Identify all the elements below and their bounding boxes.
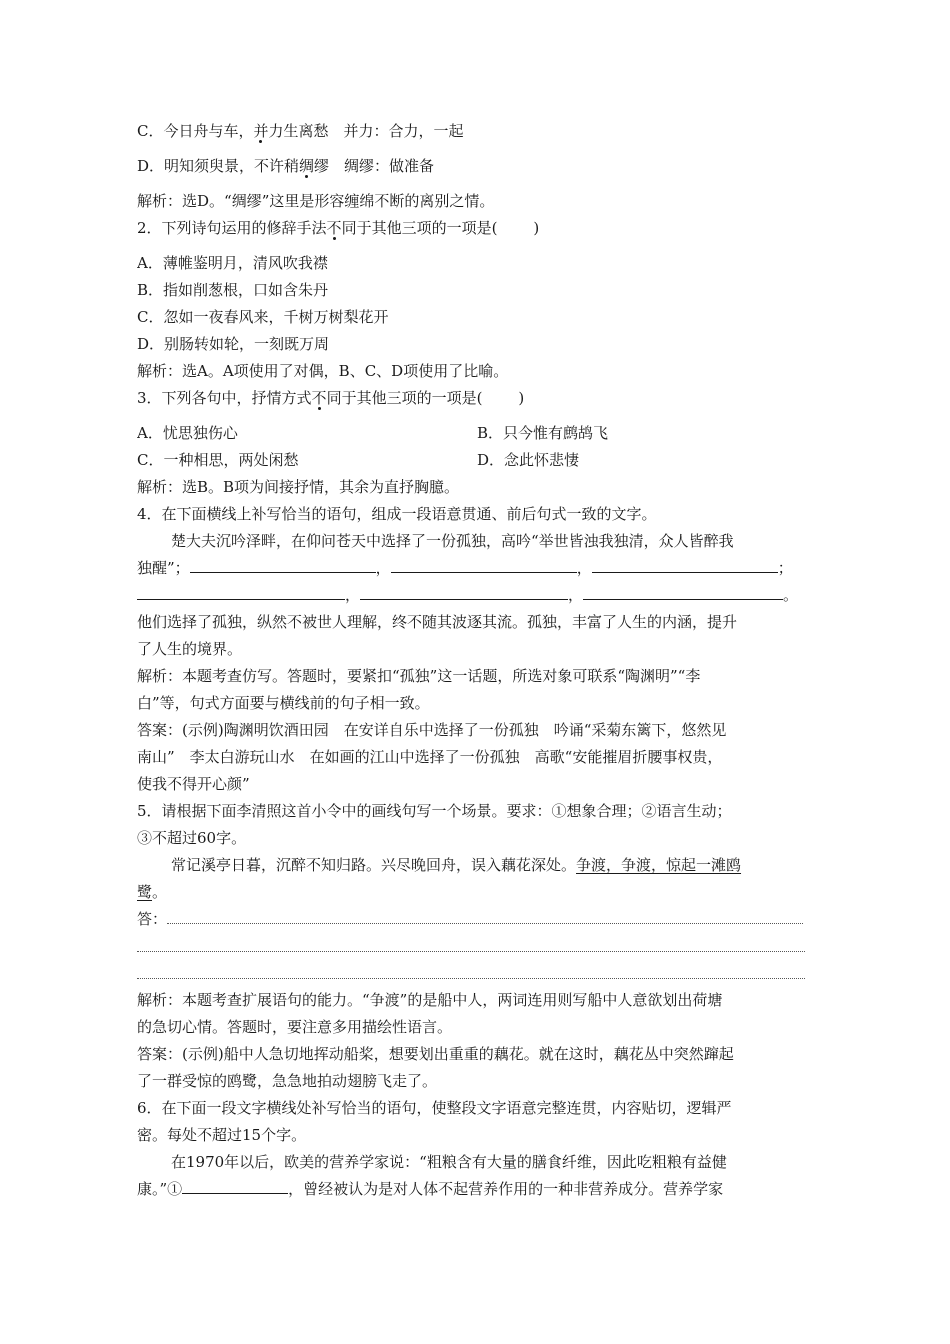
fill-blank[interactable]: [190, 557, 376, 573]
q6-stem-line1: 6．在下面一段文字横线处补写恰当的语句，使整段文字语意完整连贯，内容贴切，逻辑严: [137, 1099, 732, 1117]
q3-options-row2: [137, 447, 809, 474]
q3-option-b: B．只今惟有鹧鸪飞: [477, 424, 609, 442]
q1-option-c: C．今日舟与车，并力生离愁 并力：合力，一起: [137, 122, 464, 140]
q4-paragraph-line1: 楚大夫沉吟泽畔，在仰问苍天中选择了一份孤独，高吟“举世皆浊我独清，众人皆醉我: [171, 532, 734, 550]
q5-poem-line1: 常记溪亭日暮，沉醉不知归路。兴尽晚回舟，误入藕花深处。争渡，争渡，惊起一滩鸥: [171, 856, 742, 874]
q5-answer-line1: [137, 906, 809, 933]
q1-option-d: D．明知须臾景，不许稍绸缪 绸缪：做准备: [137, 157, 435, 175]
q2-option-b: B．指如削葱根，口如含朱丹: [137, 281, 329, 299]
q4-stem: 4．在下面横线上补写恰当的语句，组成一段语意贯通、前后句式一致的文字。: [137, 505, 657, 523]
q3-stem: 3．下列各句中，抒情方式不同于其他三项的一项是( ): [137, 389, 525, 407]
underlined-verse: 鹭: [137, 883, 153, 901]
q5-analysis-line2: 的急切心情。答题时，要注意多用描绘性语言。: [137, 1018, 453, 1036]
q6-paragraph-line1: 在1970年以后，欧美的营养学家说：“粗粮含有大量的膳食纤维，因此吃粗粮有益健: [171, 1153, 727, 1171]
q3-option-c: C．一种相思，两处闲愁: [137, 451, 299, 469]
emphasis-char: 并: [253, 122, 269, 140]
q4-paragraph-line5: 了人生的境界。: [137, 640, 243, 658]
q3-analysis: 解析：选B。B项为间接抒情，其余为直抒胸臆。: [137, 478, 460, 496]
q6-stem-line2: 密。每处不超过15个字。: [137, 1126, 307, 1144]
q5-poem-line2: 鹭。: [137, 883, 168, 901]
q2-option-c: C．忽如一夜春风来，千树万树梨花开: [137, 308, 389, 326]
q2-option-d: D．别肠转如轮，一刻既万周: [137, 335, 330, 353]
q5-analysis-line1: 解析：本题考查扩展语句的能力。“争渡”的是船中人，两词连用则写船中人意欲划出荷塘: [137, 991, 723, 1009]
q1-analysis: 解析：选D。“绸缪”这里是形容缠绵不断的离别之情。: [137, 192, 495, 210]
fill-blank[interactable]: [137, 584, 345, 600]
q4-answer-line3: 使我不得开心颜”: [137, 775, 250, 793]
answer-writing-line[interactable]: [137, 960, 809, 987]
q3-option-d: D．念此怀悲悽: [477, 451, 580, 469]
q4-paragraph-line3: ， ， 。: [137, 582, 809, 609]
q2-stem: 2．下列诗句运用的修辞手法不同于其他三项的一项是( ): [137, 219, 540, 237]
q3-options-row1: [137, 420, 809, 447]
underlined-verse: 争渡，争渡，惊起一滩鸥: [576, 856, 742, 874]
q5-stem-line2: ③不超过60字。: [137, 829, 247, 847]
q4-paragraph-line4: 他们选择了孤独，纵然不被世人理解，终不随其波逐其流。孤独，丰富了人生的内涵，提升: [137, 613, 738, 631]
q4-paragraph-line2: 独醒”； ， ， ；: [137, 559, 793, 577]
q3-option-a: A．忧思独伤心: [137, 424, 238, 442]
fill-blank[interactable]: [391, 557, 577, 573]
q5-answer-line2-text: 了一群受惊的鸥鹭，急急地拍动翅膀飞走了。: [137, 1072, 438, 1090]
q4-analysis-line2: 白”等，句式方面要与横线前的句子相一致。: [137, 694, 430, 712]
q5-answer-line1-text: 答案：(示例)船中人急切地挥动船桨，想要划出重重的藕花。就在这时，藕花丛中突然蹿起: [137, 1045, 734, 1063]
q2-option-a: A．薄帷鉴明月，清风吹我襟: [137, 254, 328, 272]
emphasis-char: 不: [326, 219, 342, 237]
q2-analysis: 解析：选A。A项使用了对偶，B、C、D项使用了比喻。: [137, 362, 509, 380]
fill-blank[interactable]: [360, 584, 568, 600]
emphasis-char: 不: [311, 389, 327, 407]
q4-analysis-line1: 解析：本题考查仿写。答题时，要紧扣“孤独”这一话题，所选对象可联系“陶渊明”“李: [137, 667, 701, 685]
q4-answer-line2: 南山” 李太白游玩山水 在如画的江山中选择了一份孤独 高歌“安能摧眉折腰事权贵，: [137, 748, 723, 766]
fill-blank[interactable]: [592, 557, 778, 573]
fill-blank[interactable]: [182, 1178, 288, 1194]
q6-paragraph-line2: 康。”① ，曾经被认为是对人体不起营养作用的一种非营养成分。营养学家: [137, 1180, 724, 1198]
q5-stem-line1: 5．请根据下面李清照这首小令中的画线句写一个场景。要求：①想象合理；②语言生动；: [137, 802, 732, 820]
document-page: [137, 118, 809, 1203]
fill-blank[interactable]: [583, 584, 783, 600]
answer-label: 答：: [137, 910, 168, 928]
q4-answer-line1: 答案：(示例)陶渊明饮酒田园 在安详自乐中选择了一份孤独 吟诵“采菊东篱下，悠然见: [137, 721, 727, 739]
emphasis-char: 绸: [299, 157, 315, 175]
answer-writing-line[interactable]: [137, 933, 809, 960]
answer-writing-line[interactable]: [167, 908, 803, 924]
